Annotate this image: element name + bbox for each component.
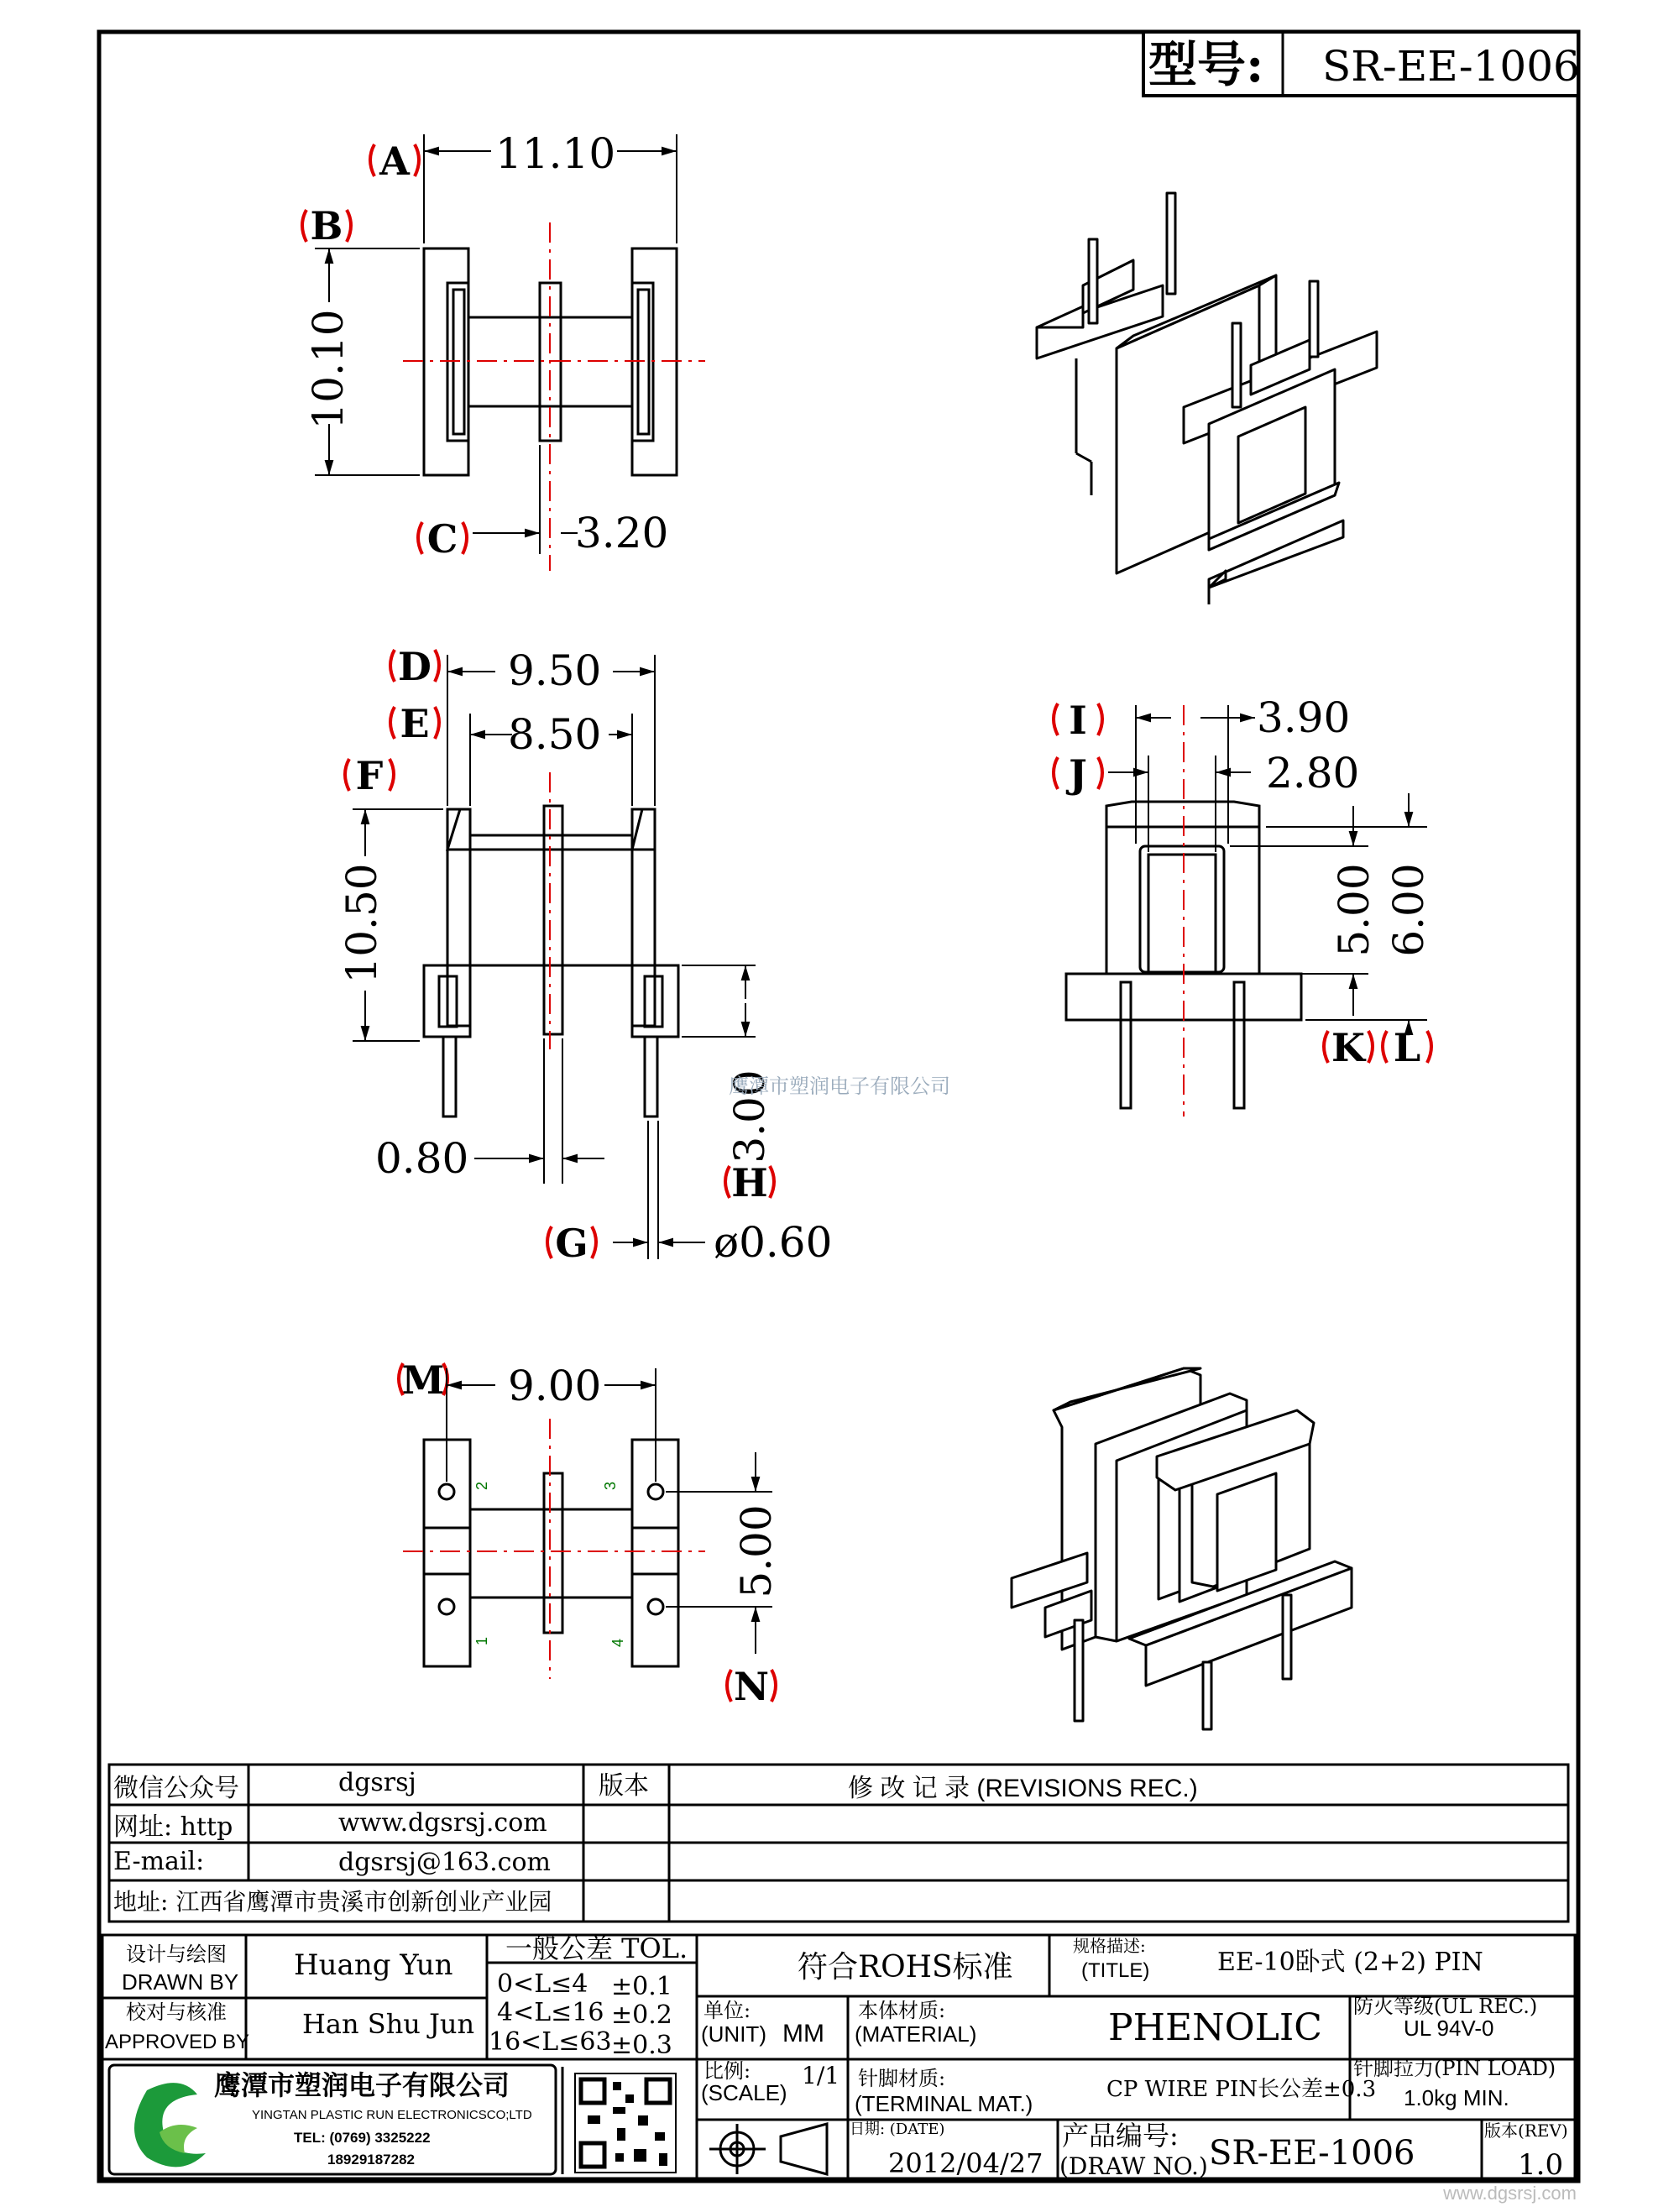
letter-m: M [401,1357,445,1403]
tol-value-1: ±0.1 [611,1972,672,2001]
terminal-en: (TERMINAL MAT.) [855,2091,1033,2116]
letter-f: F [355,753,384,798]
pin-load-label: 针脚拉力(PIN LOAD) [1353,2057,1556,2080]
material-en: (MATERIAL) [855,2021,977,2047]
dim-l-value: 6.00 [1384,863,1433,957]
scale-cn: 比例: [704,2059,751,2083]
date-value: 2012/04/27 [888,2147,1043,2179]
approved-by-name: Han Shu Jun [302,2008,475,2040]
company-tel: TEL: (0769) 3325222 [294,2130,431,2146]
fire-rating-value: UL 94V-0 [1404,2016,1494,2041]
tol-value-2: ±0.2 [611,2000,672,2030]
website-value[interactable]: www.dgsrsj.com [338,1808,547,1838]
letter-h: H [731,1160,768,1205]
fire-rating-label: 防火等级(UL REC.) [1353,1995,1538,2018]
view-isometric-top [1037,193,1377,604]
revisions-header: 修 改 记 录 (REVISIONS REC.) [848,1775,1198,1802]
dim-g-value: 0.80 [375,1134,469,1183]
dim-k-value: 5.00 [1330,863,1378,957]
drawno-value: SR-EE-1006 [1209,2134,1415,2173]
dim-a-value: 11.10 [495,129,616,178]
pin-number-3: 3 [602,1481,619,1490]
tolerance-header: 一般公差 TOL. [505,1932,688,1964]
company-block [134,2069,532,2168]
dim-b-value: 10.10 [304,309,353,430]
terminal-cn: 针脚材质: [858,2067,946,2090]
title-cn: 规格描述: [1073,1936,1146,1956]
tol-range-1: 0<L≤4 [497,1969,588,1999]
scale-value: 1/1 [802,2062,840,2089]
title-value: EE-10卧式 (2+2) PIN [1217,1948,1483,1977]
dim-j-value: 2.80 [1266,749,1360,797]
watermark-text: 鹰潭市塑润电子有限公司 [729,1075,950,1098]
rev-label: 版本(REV) [1484,2120,1568,2141]
letter-g: G [555,1221,588,1266]
title-en: (TITLE) [1081,1959,1150,1982]
letter-e: E [400,701,430,746]
letter-d: D [398,644,432,689]
wechat-label: 微信公众号 [113,1774,239,1803]
scale-en: (SCALE) [701,2080,787,2105]
letter-b: B [310,203,343,248]
letter-i: I [1069,698,1087,743]
view-front-top [315,134,705,571]
unit-en: (UNIT) [701,2021,766,2047]
website-label: 网址: http [113,1812,233,1842]
tol-value-3: ±0.3 [611,2031,672,2060]
dim-h-value: 3.00 [725,1069,774,1164]
letter-n: N [733,1664,770,1709]
letter-c: C [426,516,458,562]
material-value: PHENOLIC [1108,2006,1322,2049]
letter-k: K [1331,1025,1365,1070]
email-label: E-mail: [113,1847,205,1876]
date-cn: 日期: (DATE) [850,2120,945,2138]
dim-c-value: 3.20 [575,509,669,557]
drawn-by-en: DRAWN BY [122,1969,239,1995]
dim-d-value: 9.50 [508,646,602,695]
letter-a: A [379,139,410,184]
tol-range-2: 4<L≤16 [497,1998,604,2027]
drawn-by-name: Huang Yun [294,1948,453,1982]
dim-pin-value: ø0.60 [714,1218,833,1267]
rev-value: 1.0 [1518,2148,1564,2182]
tol-range-3: 16<L≤63 [489,2027,612,2057]
dim-i-value: 3.90 [1257,693,1351,742]
material-cn: 本体材质: [858,1999,946,2022]
unit-value: MM [782,2020,824,2047]
letter-j: J [1069,751,1087,797]
model-label: 型号: [1148,36,1264,93]
company-name-en: YINGTAN PLASTIC RUN ELECTRONICSCO;LTD [252,2108,532,2122]
model-header [1143,32,1580,96]
drawno-cn: 产品编号: [1062,2120,1179,2152]
unit-cn: 单位: [704,1999,751,2022]
dim-n-value: 5.00 [732,1504,781,1598]
email-value[interactable]: dgsrsj@163.com [338,1848,551,1877]
approved-by-en: APPROVED BY [105,2031,250,2053]
company-name-cn: 鹰潭市塑润电子有限公司 [214,2069,510,2101]
address-label: 地址: 江西省鹰潭市贵溪市创新创业产业园 [113,1888,552,1916]
company-phone: 18929187282 [327,2152,416,2168]
pin-load-value: 1.0kg MIN. [1404,2085,1509,2110]
pin-number-4: 4 [609,1638,626,1647]
company-logo-icon [134,2083,206,2167]
letter-l: L [1393,1025,1421,1070]
dim-e-value: 8.50 [508,710,602,759]
version-header: 版本 [599,1771,649,1801]
drawn-by-cn: 设计与绘图 [126,1943,227,1966]
terminal-value: CP WIRE PIN长公差±0.3 [1106,2077,1377,2102]
model-value: SR-EE-1006 [1322,42,1580,91]
approved-by-cn: 校对与核准 [126,2000,227,2024]
qr-code-icon[interactable] [575,2073,676,2173]
rohs-compliance: 符合ROHS标准 [798,1950,1013,1985]
wechat-value: dgsrsj [338,1768,416,1797]
dim-m-value: 9.00 [508,1362,602,1410]
pin-number-2: 2 [473,1481,490,1490]
view-bottom [403,1368,772,1679]
drawno-en: (DRAW NO.) [1059,2152,1208,2180]
pin-number-1: 1 [473,1636,490,1645]
dim-f-value: 10.50 [337,863,386,984]
site-watermark: www.dgsrsj.com [1443,2183,1577,2204]
view-isometric-bottom [1012,1368,1352,1729]
